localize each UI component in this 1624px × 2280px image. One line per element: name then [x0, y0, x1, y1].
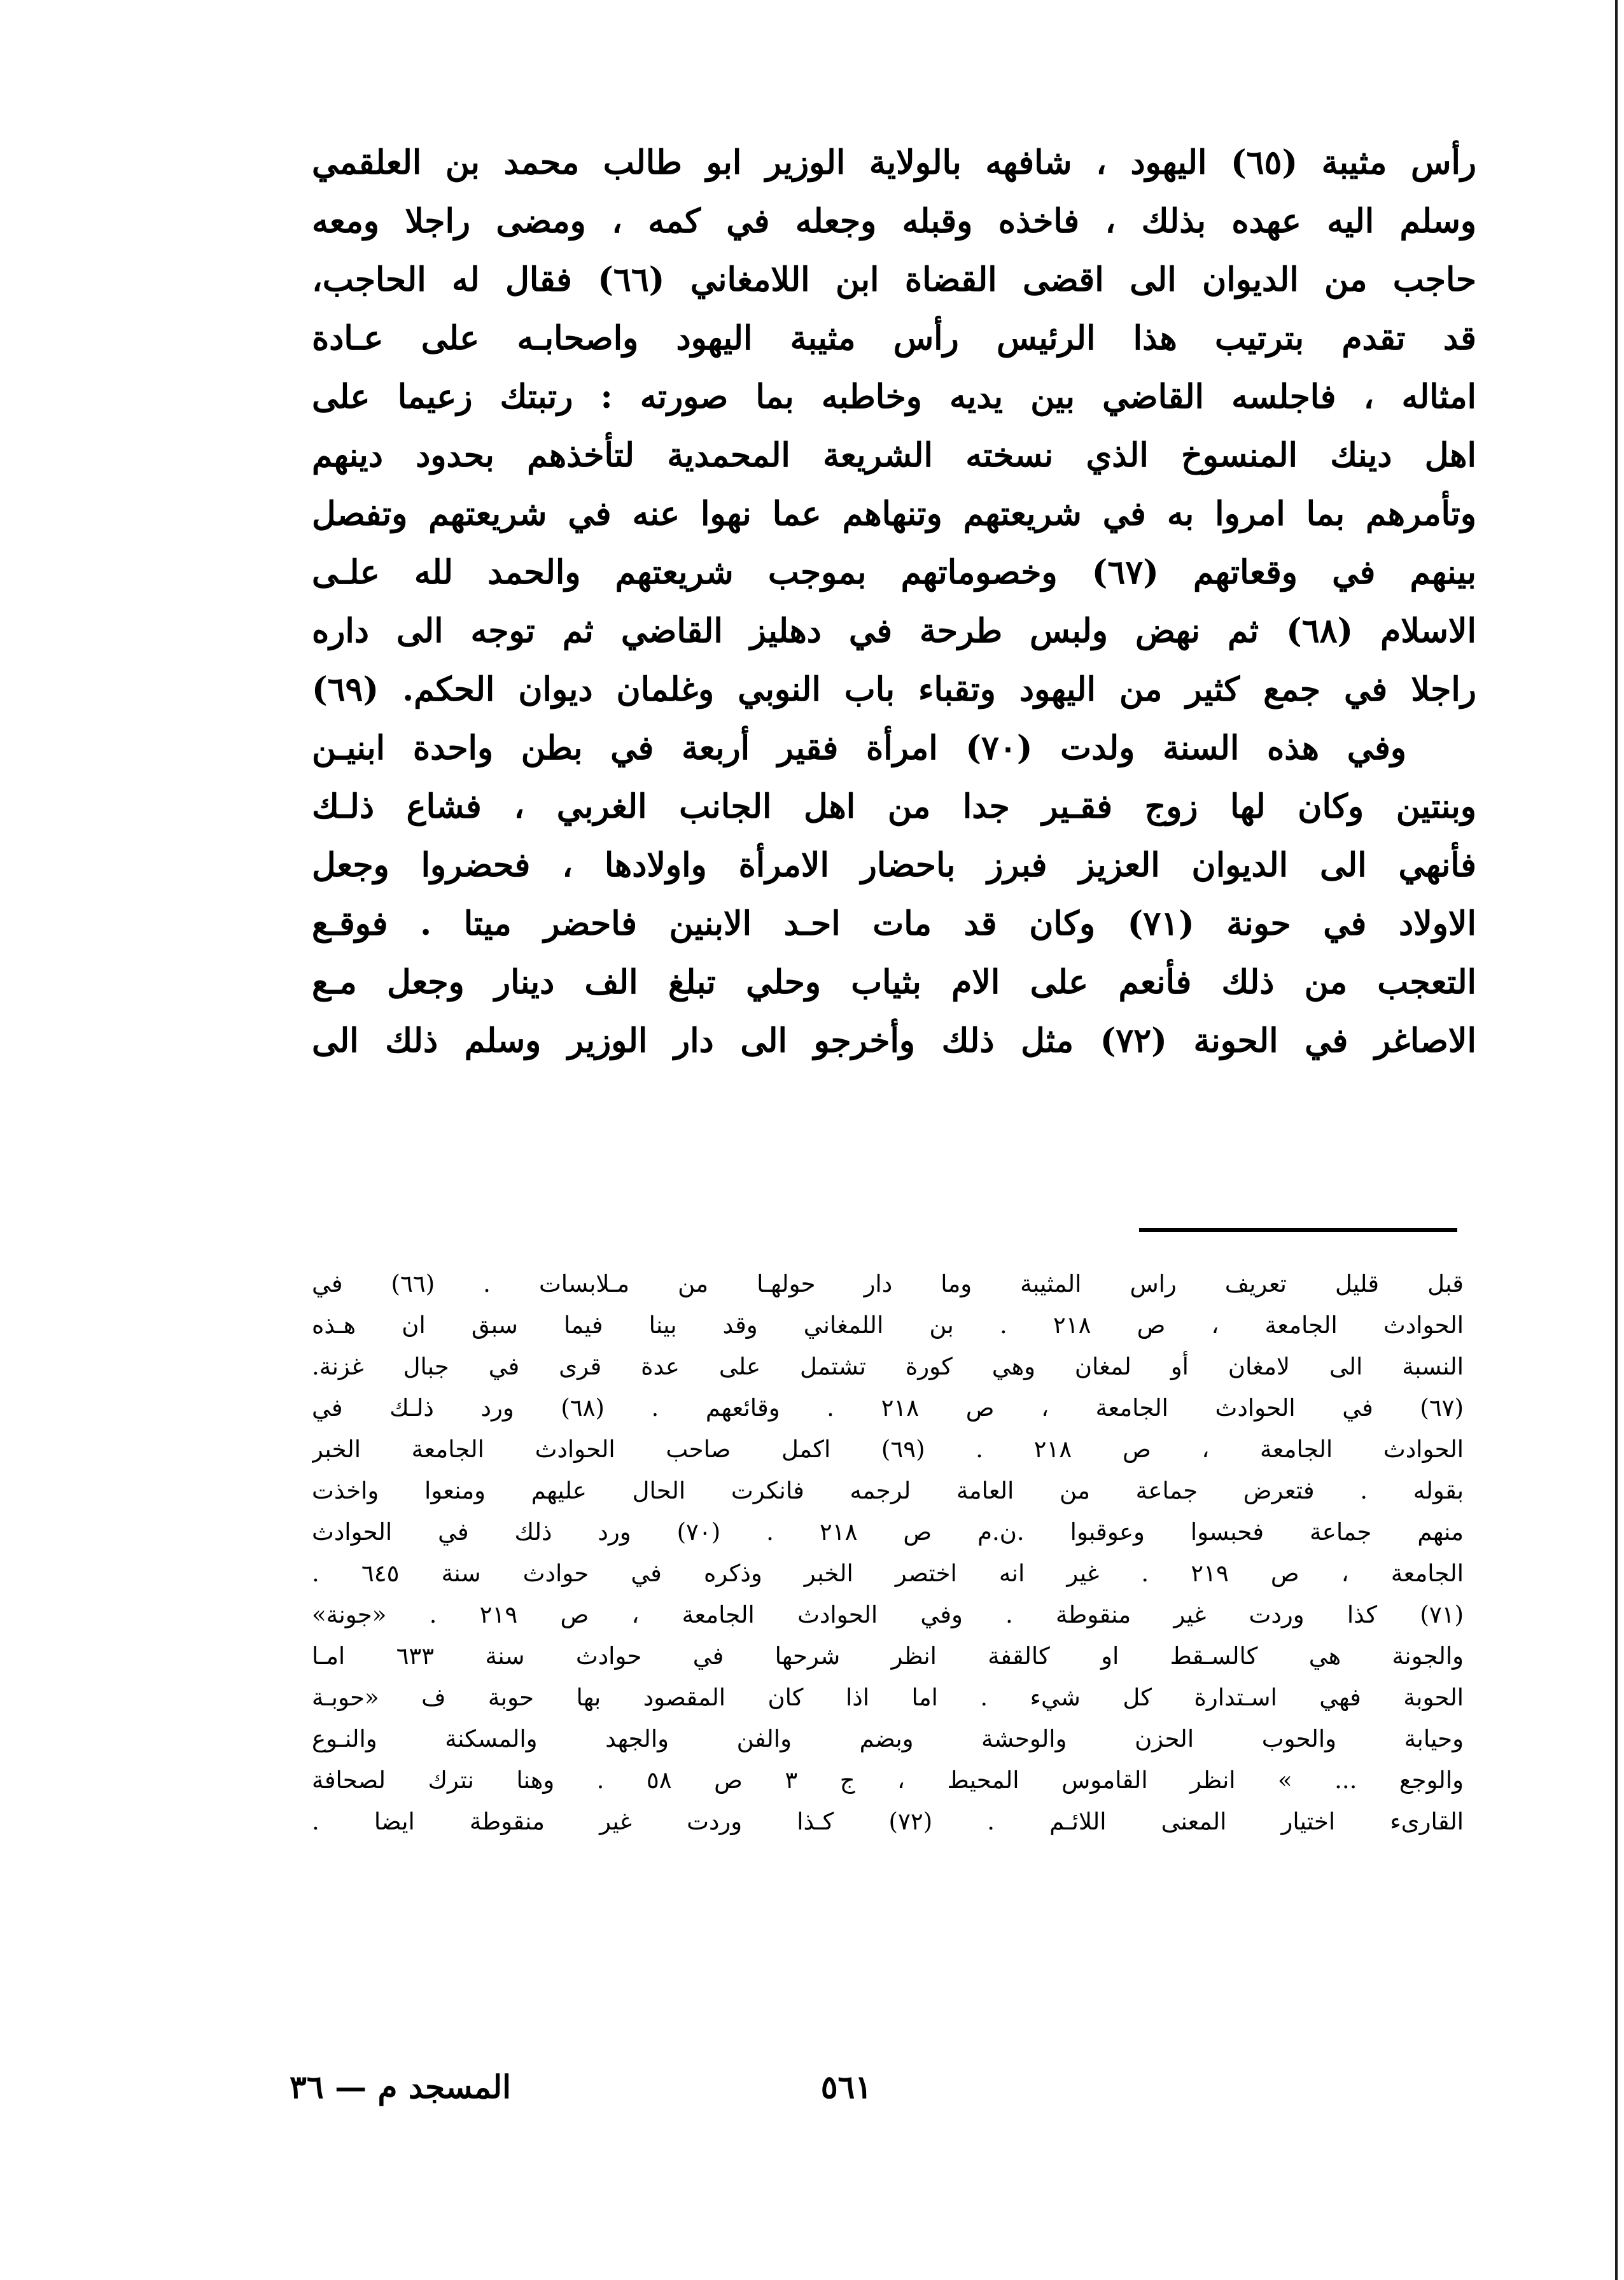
main-text-line: وسلم اليه عهده بذلك ، فاخذه وقبله وجعله في كمه ، ومضى راجلا ومعه [312, 202, 1476, 241]
main-text-line: فأنهي الى الديوان العزيز فبرز باحضار الامرأة واولادها ، فحضروا وجعل [312, 846, 1476, 885]
footnote-line: النسبة الى لامغان أو لمغان وهي كورة تشتمل على عدة قرى في جبال غزنة. [312, 1353, 1464, 1380]
footnotes-block [312, 1263, 1464, 1842]
main-text-line: قد تقدم بترتيب هذا الرئيس رأس مثيبة اليهود واصحابـه على عـادة [312, 319, 1476, 358]
main-text-line: رأس مثيبة (٦٥) اليهود ، شافهه بالولاية الوزير ابو طالب محمد بن العلقمي [312, 143, 1476, 182]
footnote-line: الحوادث الجامعة ، ص ٢١٨ . بن اللمغاني وقد بينا فيما سبق ان هـذه [312, 1311, 1464, 1339]
footnote-line: بقوله . فتعرض جماعة من العامة لرجمه فانكرت الحال عليهم ومنعوا واخذت [312, 1477, 1464, 1504]
footnote-line: القارىء اختيار المعنى اللائـم . (٧٢) كـذا وردت غير منقوطة ايضا . [312, 1808, 1464, 1835]
page-number: ٥٦١ [820, 2068, 872, 2106]
main-text-line: الاصاغر في الحونة (٧٢) مثل ذلك وأخرجو الى دار الوزير وسلم ذلك الى [312, 1021, 1476, 1060]
footnote-line: الجامعة ، ص ٢١٩ . غير انه اختصر الخبر وذكره في حوادث سنة ٦٤٥ . [312, 1560, 1464, 1587]
main-text-line: حاجب من الديوان الى اقضى القضاة ابن اللامغاني (٦٦) فقال له الحاجب، [312, 260, 1476, 299]
main-text-line: امثاله ، فاجلسه القاضي بين يديه وخاطبه بما صورته : رتبتك زعيما على [312, 377, 1476, 416]
footnote-line: منهم جماعة فحبسوا وعوقبوا .ن.م ص ٢١٨ . (٧٠) ورد ذلك في الحوادث [312, 1518, 1464, 1546]
signature-mark: المسجد م — ٣٦ [290, 2068, 512, 2106]
footnote-line: وحيابة والحوب الحزن والوحشة وبضم والفن والجهد والمسكنة والنـوع [312, 1725, 1464, 1752]
main-text-line: بينهم في وقعاتهم (٦٧) وخصوماتهم بموجب شريعتهم والحمد لله علـى [312, 553, 1476, 592]
main-text-line: وبنتين وكان لها زوج فقـير جدا من اهل الجانب الغربي ، فشاع ذلـك [312, 787, 1476, 826]
main-text-line: راجلا في جمع كثير من اليهود وتقباء باب النوبي وغلمان ديوان الحكم. (٦٩) [312, 670, 1476, 709]
footnote-line: (٦٧) في الحوادث الجامعة ، ص ٢١٨ . وقائعهم . (٦٨) ورد ذلـك في [312, 1394, 1464, 1422]
footnote-line: (٧١) كذا وردت غير منقوطة . وفي الحوادث الجامعة ، ص ٢١٩ . «جونة» [312, 1601, 1464, 1628]
footnote-line: قبل قليل تعريف راس المثيبة وما دار حولهـا من مـلابسات . (٦٦) في [312, 1270, 1464, 1297]
footnote-line: الحوبة فهي اسـتدارة كل شيء . اما اذا كان المقصود بها حوبة ف «حوبـة [312, 1684, 1464, 1711]
main-text-line: وتأمرهم بما امروا به في شريعتهم وتنهاهم عما نهوا عنه في شريعتهم وتفصل [312, 494, 1476, 533]
footnote-line: والجونة هي كالسـقط او كالقفة انظر شرحها في حوادث سنة ٦٣٣ امـا [312, 1642, 1464, 1670]
main-text-line: اهل دينك المنسوخ الذي نسخته الشريعة المحمدية لتأخذهم بحدود دينهم [312, 436, 1476, 475]
main-text-line: الاسلام (٦٨) ثم نهض ولبس طرحة في دهليز القاضي ثم توجه الى داره [312, 612, 1476, 650]
main-text-block [312, 134, 1476, 1070]
footnote-separator-rule [1139, 1228, 1457, 1232]
page-edge-line [1615, 0, 1618, 2280]
footnote-line: الحوادث الجامعة ، ص ٢١٨ . (٦٩) اكمل صاحب الحوادث الجامعة الخبر [312, 1436, 1464, 1463]
main-text-line: التعجب من ذلك فأنعم على الام بثياب وحلي تبلغ الف دينار وجعل مـع [312, 963, 1476, 1002]
main-text-line: وفي هذه السنة ولدت (٧٠) امرأة فقير أربعة في بطن واحدة ابنيـن [312, 729, 1407, 767]
footnote-line: والوجع ... » انظر القاموس المحيط ، ج ٣ ص ٥٨ . وهنا نترك لصحافة [312, 1766, 1464, 1794]
main-text-line: الاولاد في حونة (٧١) وكان قد مات احـد الابنين فاحضر ميتا . فوقـع [312, 904, 1476, 943]
